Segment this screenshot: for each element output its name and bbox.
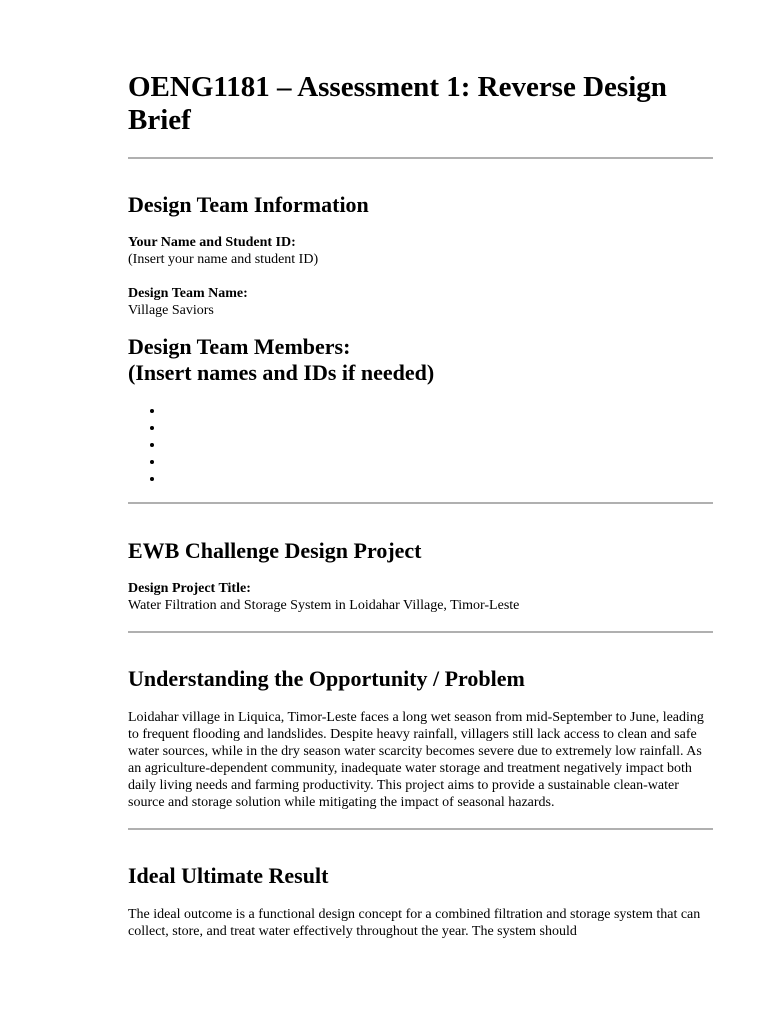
list-item bbox=[154, 436, 713, 453]
list-item bbox=[154, 402, 713, 419]
project-title-value: Water Filtration and Storage System in Loidahar Village, Timor-Leste bbox=[128, 598, 520, 613]
document-page bbox=[128, 0, 713, 940]
team-name-label: Design Team Name: bbox=[128, 286, 248, 301]
ideal-result-heading: Ideal Ultimate Result bbox=[128, 863, 329, 888]
divider bbox=[128, 502, 713, 504]
opportunity-body: Loidahar village in Liquica, Timor-Leste faces a long wet season from mid-September to June, leading to frequent flooding and landslides. Despite heavy rainfall, villagers still lack access to clean and safe water sources, while in the dry season water scarcity becomes severe due to extremely low rainfall. As an agriculture-dependent community, inadequate water storage and treatment negatively impact both daily living needs and farming productivity. This project aims to provide a sustainable clean-water source and storage solution while mitigating the impact of seasonal hazards. bbox=[128, 710, 704, 810]
members-list bbox=[128, 402, 713, 487]
document-title: OENG1181 – Assessment 1: Reverse Design Brief bbox=[128, 71, 667, 136]
members-heading-line1: Design Team Members: bbox=[128, 334, 351, 359]
name-id-value: (Insert your name and student ID) bbox=[128, 252, 319, 267]
list-item bbox=[154, 453, 713, 470]
ideal-result-body: The ideal outcome is a functional design concept for a combined filtration and storage system that can collect, store, and treat water effectively throughout the year. The system should bbox=[128, 907, 701, 939]
project-title-label: Design Project Title: bbox=[128, 581, 251, 596]
divider bbox=[128, 157, 713, 159]
name-id-label: Your Name and Student ID: bbox=[128, 235, 296, 250]
list-item bbox=[154, 419, 713, 436]
members-heading-line2: (Insert names and IDs if needed) bbox=[128, 360, 435, 385]
list-item bbox=[154, 470, 713, 487]
project-heading: EWB Challenge Design Project bbox=[128, 538, 422, 563]
divider bbox=[128, 828, 713, 830]
members-heading bbox=[128, 334, 713, 386]
team-info-heading: Design Team Information bbox=[128, 192, 369, 217]
opportunity-heading: Understanding the Opportunity / Problem bbox=[128, 666, 525, 691]
team-name-value: Village Saviors bbox=[128, 303, 214, 318]
divider bbox=[128, 631, 713, 633]
